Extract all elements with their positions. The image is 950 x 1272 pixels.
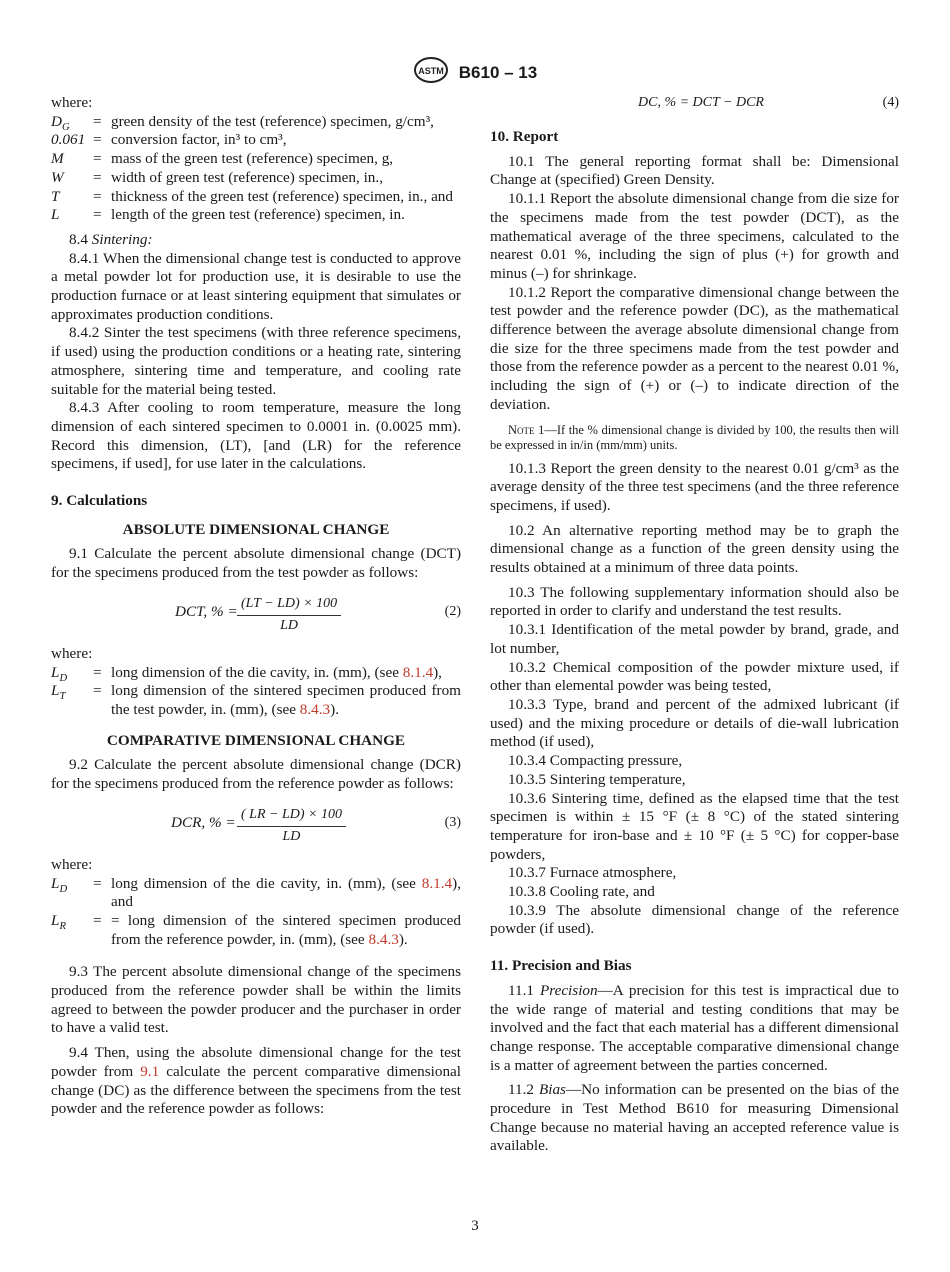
definition-row: [51, 875, 461, 912]
equation-fraction: $\frac{( LR - LD) \times 100}{LD}$: [237, 806, 346, 846]
definition-row: [51, 682, 461, 719]
definition-text: green density of the test (reference) specimen, g/cm³,: [111, 112, 434, 130]
definition-symbol: 0.061: [51, 131, 86, 149]
paragraph-9-2: 9.2 Calculate the percent absolute dimensional change (DCR) for the specimens produced from the reference powder as follows:: [51, 756, 461, 793]
paragraph-11-2: 11.2 Bias—No information can be presented on the bias of the procedure in Test Method B610 for measuring Dimensional Change because no material having an accepted reference value is available.: [490, 1081, 900, 1155]
page-number: 3: [471, 1218, 479, 1234]
section-8-4: 8.4 Sintering:: [69, 230, 153, 248]
definition-row: [51, 664, 461, 683]
definition-equals: =: [93, 206, 102, 224]
paragraph-10-2: 10.2 An alternative reporting method may be to graph the dimensional change as a function of the green density using the results obtained at a minimum of three data points.: [490, 521, 899, 577]
note-1: Note 1—If the % dimensional change is divided by 100, the results then will be expressed in in/in (mm/mm) units.: [490, 422, 899, 453]
where-label: where:: [51, 644, 93, 662]
paragraph-10-3-2: 10.3.2 Chemical composition of the powder mixture used, if other than elemental powder was being tested,: [490, 658, 899, 695]
where-label: where:: [51, 94, 93, 111]
paragraph-8-4-3: 8.4.3 After cooling to room temperature, measure the long dimension of each sintered specimen to 0.0001 in. (0.0025 mm). Record this dimension, (LT), [and (LR) for the reference specimens, if used], for use later in the calculations.: [51, 399, 461, 473]
paragraph-9-4: 9.4 Then, using the absolute dimensional change for the test powder from 9.1 calculate the percent comparative dimensional change (DC) as the difference between the specimens from the test powder and the reference powder as follows:: [51, 1044, 461, 1118]
absolute-change-heading: ABSOLUTE DIMENSIONAL CHANGE: [122, 520, 390, 538]
comparative-change-heading: COMPARATIVE DIMENSIONAL CHANGE: [106, 731, 406, 749]
equation-lhs: DCT, % =: [175, 602, 238, 620]
equation-number: (3): [444, 814, 461, 830]
definitions-table-3: [51, 875, 461, 950]
section-10-heading: 10. Report: [490, 128, 559, 145]
definition-text: = long dimension of the sintered specimen produced from the reference powder, in. (mm), (see 8.4.3).: [111, 911, 461, 948]
definition-row: [51, 912, 461, 949]
paragraph-9-3: 9.3 The percent absolute dimensional change of the specimens produced from the reference powder shall be within the limits agreed to between the powder producer and the purchaser in order to have a valid test.: [51, 963, 461, 1037]
definition-text: long dimension of the die cavity, in. (mm), (see 8.1.4),: [111, 663, 442, 681]
definitions-table-1: [51, 113, 461, 225]
definition-row: [51, 188, 461, 207]
definition-symbol: $L_R$: [51, 911, 66, 932]
equation-3: [51, 802, 461, 848]
ref-link[interactable]: 8.1.4: [421, 874, 453, 892]
left-column: [51, 94, 461, 1119]
definition-equals: =: [93, 150, 102, 168]
definition-equals: =: [93, 911, 102, 929]
ref-link-9-1[interactable]: 9.1: [140, 1062, 160, 1080]
paragraph-10-1-2: 10.1.2 Report the comparative dimensional change between the test powder and the reference powder (DC), as the mathematical difference between the average absolute dimensional change from die size for the three specimens made from the test powder and those from the reference powder as a percent to the nearest 0.01 %, including the sign of (+) or (–) to indicate direction of the deviation.: [490, 283, 899, 413]
definition-row: [51, 206, 461, 225]
definition-equals: =: [93, 874, 102, 892]
paragraph-8-4-2: 8.4.2 Sinter the test specimens (with three reference specimens, if used) using the production conditions or a heating rate, sintering atmosphere, sintering time and temperature, and cooling rate suitable for the material being tested.: [51, 324, 461, 398]
equation-fraction: $\frac{(LT - LD) \times 100}{LD}$: [237, 595, 341, 635]
definition-symbol: $L_D$: [51, 874, 68, 895]
definition-text: width of green test (reference) specimen, in.,: [111, 168, 383, 186]
astm-logo: [413, 56, 449, 89]
equation-2: [51, 591, 461, 637]
definition-row: [51, 169, 461, 188]
paragraph-10-3-1: 10.3.1 Identification of the metal powder by brand, grade, and lot number,: [490, 621, 899, 657]
paragraph-10-3-9: 10.3.9 The absolute dimensional change of the reference powder (if used).: [490, 901, 899, 938]
paragraph-10-1-1: 10.1.1 Report the absolute dimensional change from die size for the specimens made from the test powder (DCT), as the mathematical average of the three specimens, calculated to the nearest 0.01 %, including the sign of plus (+) for growth and minus (–) for shrinkage.: [490, 190, 899, 282]
paragraph-10-3: 10.3 The following supplementary information should also be reported in order to clarify and understand the test results.: [490, 583, 899, 620]
standard-designation: B610 – 13: [458, 62, 538, 82]
definition-equals: =: [93, 168, 102, 186]
paragraph-10-1: 10.1 The general reporting format shall be: Dimensional Change at (specified) Green Density.: [490, 152, 899, 189]
definition-text: long dimension of the die cavity, in. (mm), (see 8.1.4), and: [111, 874, 461, 911]
definition-row: [51, 131, 461, 150]
definition-equals: =: [93, 682, 102, 700]
page-header: [0, 56, 950, 89]
paragraph-10-3-4: 10.3.4 Compacting pressure,: [508, 752, 683, 770]
definition-symbol: $D_G$: [51, 112, 70, 133]
section-9-heading: 9. Calculations: [51, 492, 148, 510]
definition-equals: =: [93, 187, 102, 205]
equation-4: [490, 94, 899, 114]
svg-text:ASTM: ASTM: [418, 66, 444, 76]
definition-symbol: $L_D$: [51, 663, 68, 684]
definition-row: [51, 113, 461, 132]
paragraph-10-3-7: 10.3.7 Furnace atmosphere,: [508, 864, 677, 882]
definition-symbol: $L_T$: [51, 682, 66, 703]
definition-symbol: L: [51, 206, 60, 224]
equation-lhs: DCR, % =: [171, 813, 236, 831]
equation-number: (2): [444, 603, 461, 619]
right-column: [490, 94, 899, 1156]
definition-text: long dimension of the sintered specimen produced from the test powder, in. (mm), (see 8.4.3).: [111, 682, 461, 718]
definition-text: mass of the green test (reference) specimen, g,: [111, 150, 394, 168]
definition-symbol: M: [51, 150, 64, 168]
definition-symbol: T: [51, 187, 60, 205]
definition-text: length of the green test (reference) specimen, in.: [111, 206, 405, 224]
section-11-heading: 11. Precision and Bias: [490, 957, 632, 975]
definition-text: conversion factor, in³ to cm³,: [111, 131, 287, 149]
paragraph-10-3-5: 10.3.5 Sintering temperature,: [508, 770, 686, 788]
paragraph-10-3-3: 10.3.3 Type, brand and percent of the admixed lubricant (if used) and the mixing procedure or details of die-wall lubrication method (if used),: [490, 695, 899, 751]
definition-equals: =: [93, 663, 102, 681]
definition-equals: =: [93, 131, 102, 149]
paragraph-9-1: 9.1 Calculate the percent absolute dimensional change (DCT) for the specimens produced from the test powder as follows:: [51, 545, 461, 582]
where-label: where:: [51, 855, 93, 873]
equation-text: DC, % = DCT − DCR: [638, 95, 764, 110]
paragraph-8-4-1: 8.4.1 When the dimensional change test is conducted to approve a metal powder lot for production use, it is desirable to use the production furnace or at least sintering equipment that simulates or approximates production conditions.: [51, 249, 461, 323]
definition-text: thickness of the green test (reference) specimen, in., and: [111, 187, 453, 205]
equation-number: (4): [882, 95, 899, 110]
paragraph-11-1: 11.1 Precision—A precision for this test is impractical due to the wide range of material and testing conditions that may be involved and the fact that each material has a different dimensional change response. The acceptable comparative dimensional change is a matter of agreement between the parties concerned.: [490, 981, 899, 1074]
definitions-table-2: [51, 664, 461, 720]
definition-row: [51, 150, 461, 169]
ref-link[interactable]: 8.1.4: [402, 663, 434, 681]
ref-link[interactable]: 8.4.3: [368, 930, 399, 948]
ref-link[interactable]: 8.4.3: [299, 700, 331, 718]
paragraph-10-3-8: 10.3.8 Cooling rate, and: [508, 883, 655, 901]
definition-equals: =: [93, 112, 102, 130]
paragraph-10-1-3: 10.1.3 Report the green density to the nearest 0.01 g/cm³ as the average density of the three test specimens (and the three reference specimens, if used).: [490, 459, 899, 514]
paragraph-10-3-6: 10.3.6 Sintering time, defined as the elapsed time that the test specimen is within ± 15 °F (± 8 °C) of the stated sintering temperature for iron-base and ± 10 °F (± 5 °C) for copper-base powders,: [490, 789, 899, 863]
definition-symbol: W: [51, 168, 64, 186]
